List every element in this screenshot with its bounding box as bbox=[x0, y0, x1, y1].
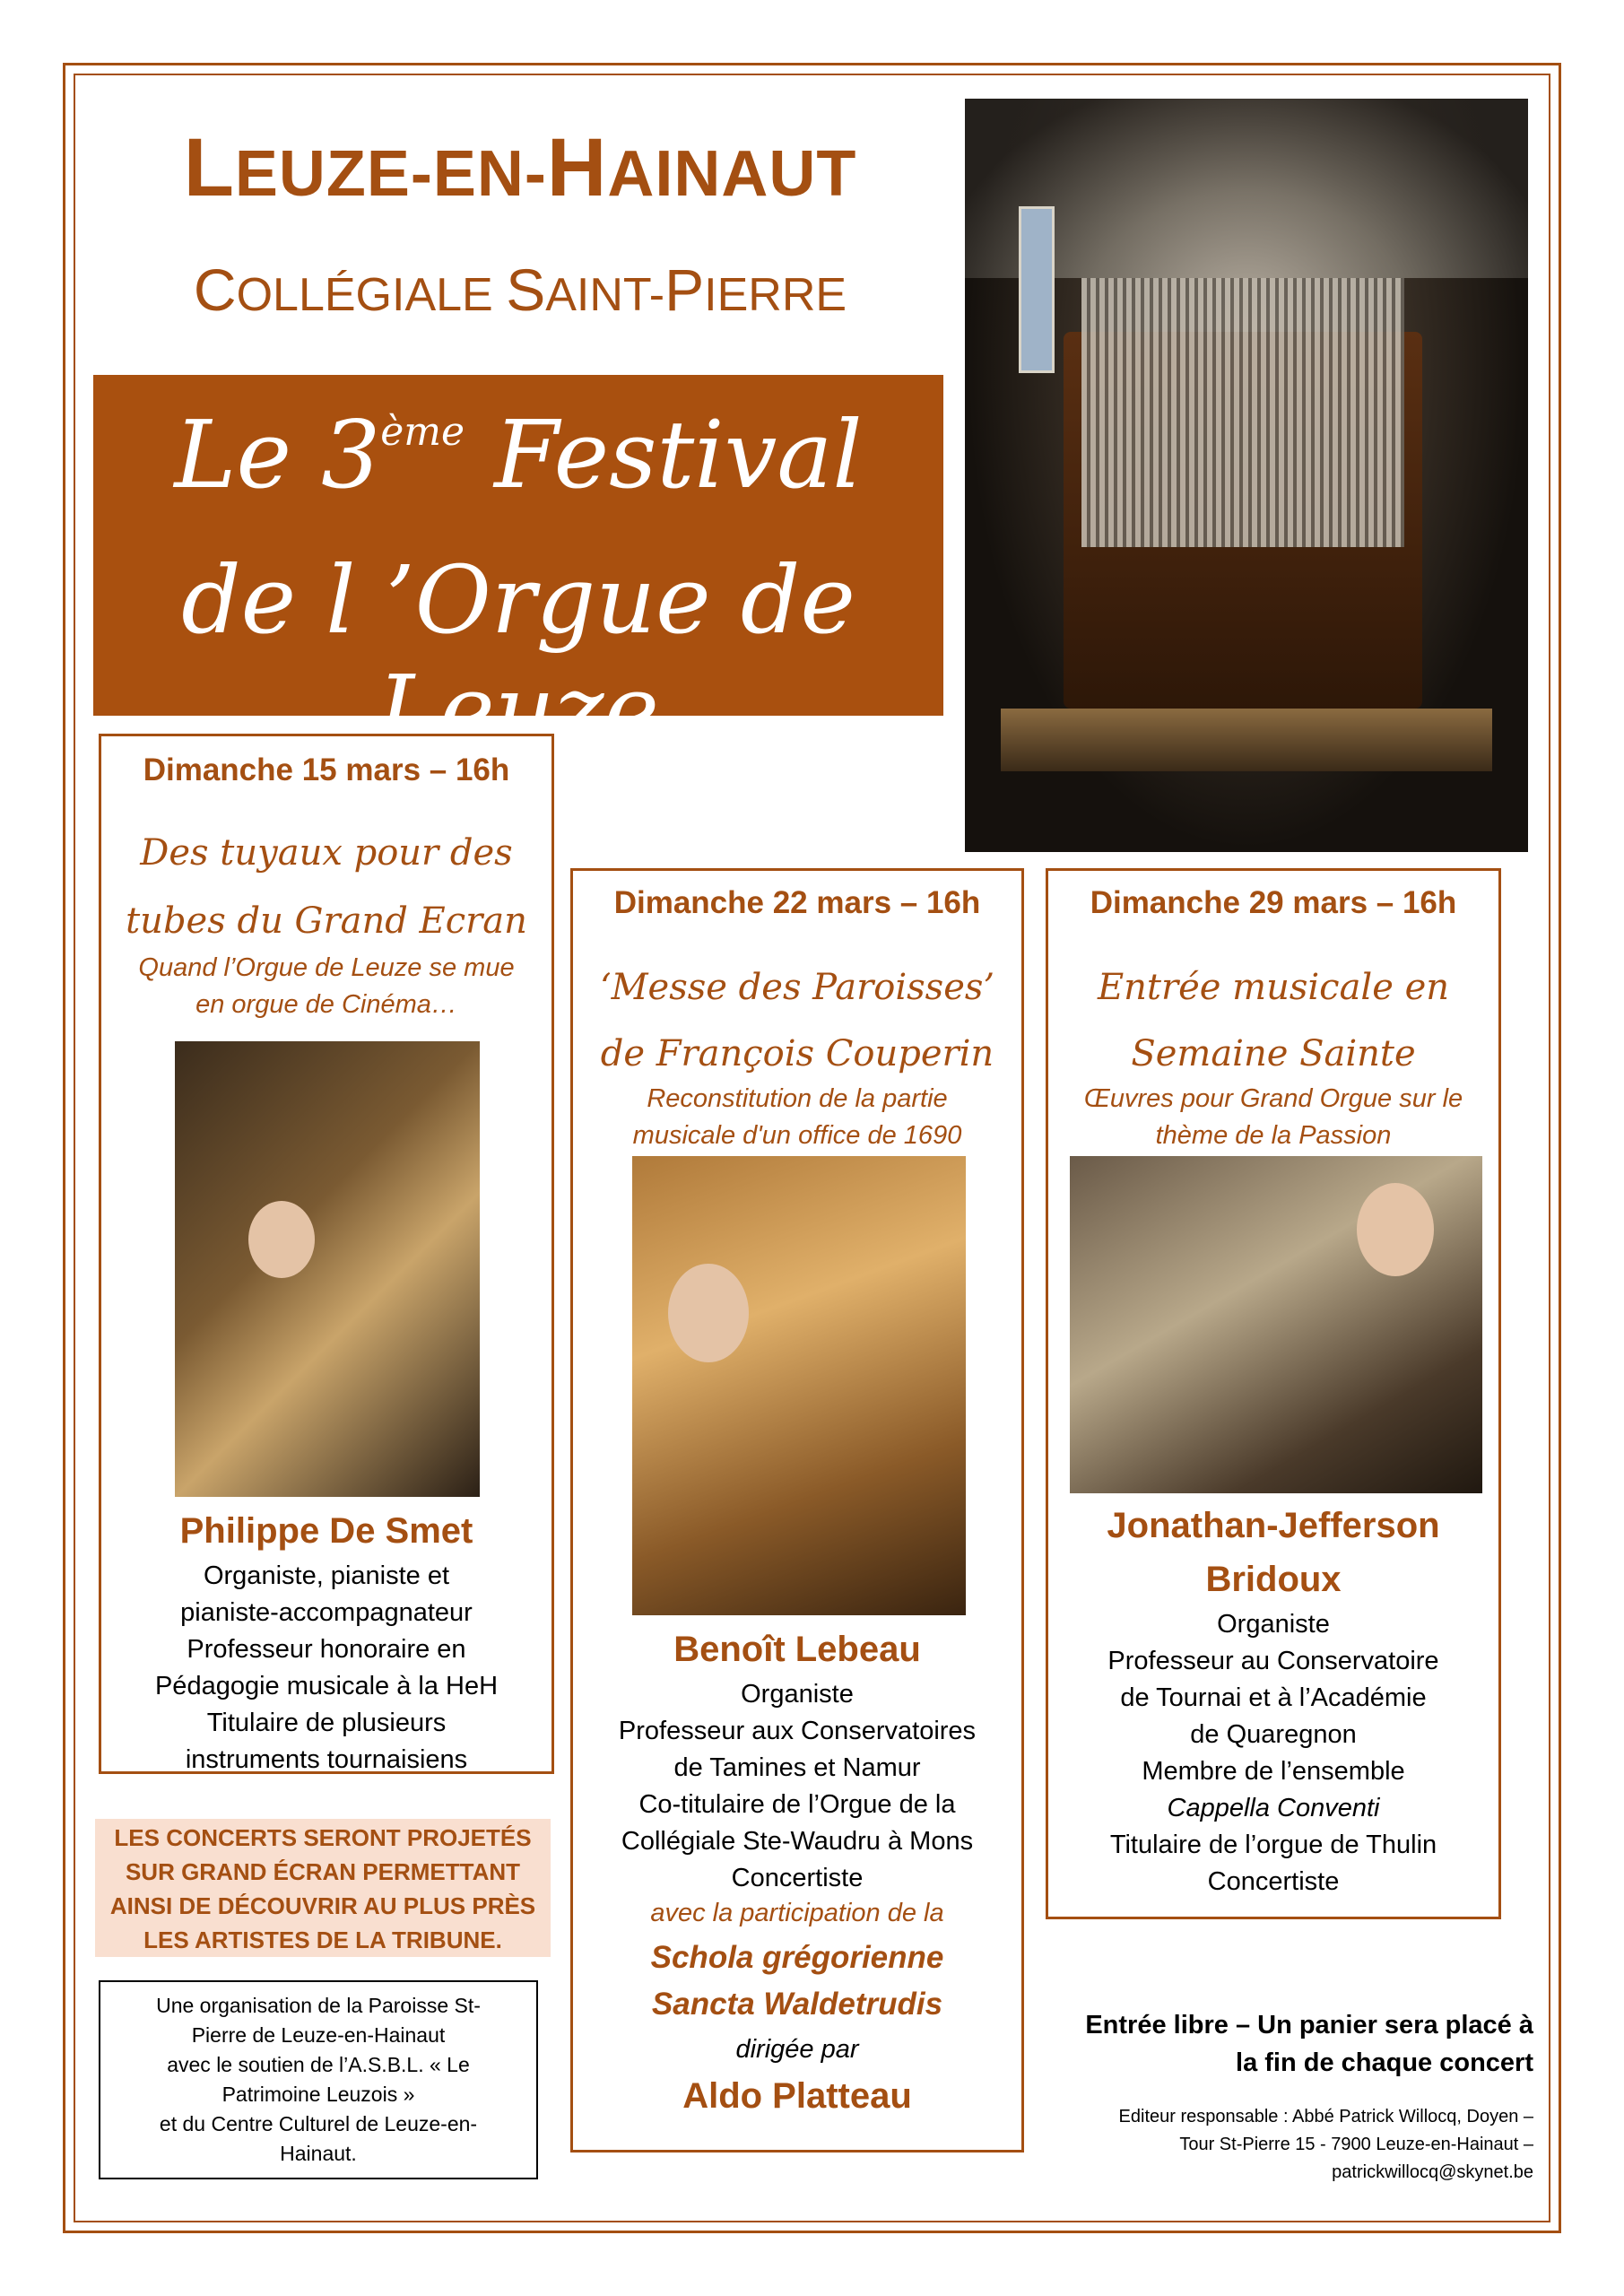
organist-name-line-1: Jonathan-Jefferson bbox=[1107, 1506, 1440, 1545]
participation-text: avec la participation de la bbox=[650, 1899, 944, 1927]
concert-title-line-1: Entrée musicale en bbox=[1097, 967, 1450, 1008]
organist-name-line-2: Bridoux bbox=[1205, 1560, 1342, 1599]
concert-card-1 bbox=[99, 734, 554, 1774]
projection-notice: LES CONCERTS SERONT PROJETÉS SUR GRAND ÉCRAN PERMETTANT AINSI DE DÉCOUVRIR AU PLUS PRÈS LES ARTISTES DE LA TRIBUNE. bbox=[95, 1819, 551, 1957]
concert-title-line-1: Des tuyaux pour des bbox=[140, 832, 513, 874]
concert-title-line-2: tubes du Grand Ecran bbox=[126, 900, 527, 942]
concert-card-2 bbox=[570, 868, 1024, 2152]
organist-photo bbox=[175, 1041, 480, 1497]
organist-name: Benoît Lebeau bbox=[673, 1630, 921, 1669]
free-entry-note: Entrée libre – Un panier sera placé à la fin de chaque concert bbox=[1085, 2011, 1533, 2077]
organist-bio: Organiste Professeur au Conservatoire de Tournai et à l’Académie de Quaregnon Membre de l’ensemble Cappella Conventi Titulaire de l’orgue de Thulin Concertiste bbox=[1107, 1610, 1439, 1896]
concert-title-line-1: ‘Messe des Paroisses’ bbox=[599, 967, 995, 1008]
concert-subtitle-line-1: Reconstitution de la partie bbox=[647, 1084, 948, 1113]
concert-date: Dimanche 22 mars – 16h bbox=[613, 885, 981, 920]
organist-name: Philippe De Smet bbox=[179, 1511, 473, 1551]
concert-title-line-2: de François Couperin bbox=[600, 1033, 994, 1074]
organ-photo bbox=[965, 99, 1528, 852]
city-title: LEUZE-EN-HAINAUT bbox=[183, 122, 857, 213]
schola-line-2: Sancta Waldetrudis bbox=[651, 1987, 943, 2022]
organist-photo bbox=[1070, 1156, 1482, 1493]
concert-title-line-2: Semaine Sainte bbox=[1131, 1033, 1416, 1074]
schola-line-1: Schola grégorienne bbox=[650, 1940, 944, 1975]
organist-bio: Organiste Professeur aux Conservatoires de Tamines et Namur Co-titulaire de l’Orgue de la Collégiale Ste-Waudru à Mons Concertiste bbox=[618, 1680, 977, 1892]
concert-card-3 bbox=[1046, 868, 1501, 1919]
concert-subtitle-line-2: musicale d'un office de 1690 bbox=[632, 1121, 962, 1150]
banner-line-2: de l ’Orgue de Leuze bbox=[181, 545, 855, 764]
organisation-box: Une organisation de la Paroisse St- Pierre de Leuze-en-Hainaut avec le soutien de l’A.S.B.L. « Le Patrimoine Leuzois » et du Centre Culturel de Leuze-en- Hainaut. bbox=[99, 1980, 538, 2179]
concert-subtitle-line-2: en orgue de Cinéma… bbox=[195, 990, 457, 1019]
organist-bio: Organiste, pianiste et pianiste-accompagnateur Professeur honoraire en Pédagogie musicale à la HeH Titulaire de plusieurs instruments tournaisiens bbox=[154, 1561, 499, 1774]
organist-photo bbox=[632, 1156, 966, 1615]
church-title: COLLÉGIALE SAINT-PIERRE bbox=[193, 257, 847, 323]
concert-date: Dimanche 15 mars – 16h bbox=[143, 752, 510, 787]
concert-subtitle-line-1: Œuvres pour Grand Orgue sur le bbox=[1083, 1084, 1463, 1113]
concert-subtitle-line-1: Quand l’Orgue de Leuze se mue bbox=[138, 953, 515, 982]
festival-banner bbox=[93, 375, 943, 764]
banner-line-1: Le 3ème Festival bbox=[174, 400, 863, 509]
director-name: Aldo Platteau bbox=[682, 2076, 912, 2116]
directed-by: dirigée par bbox=[735, 2035, 859, 2064]
concert-subtitle-line-2: thème de la Passion bbox=[1155, 1121, 1392, 1150]
concert-date: Dimanche 29 mars – 16h bbox=[1090, 885, 1457, 920]
publisher-info: Editeur responsable : Abbé Patrick Willocq, Doyen – Tour St-Pierre 15 - 7900 Leuze-en-Hainaut – patrickwillocq@skynet.be bbox=[1118, 2107, 1533, 2182]
